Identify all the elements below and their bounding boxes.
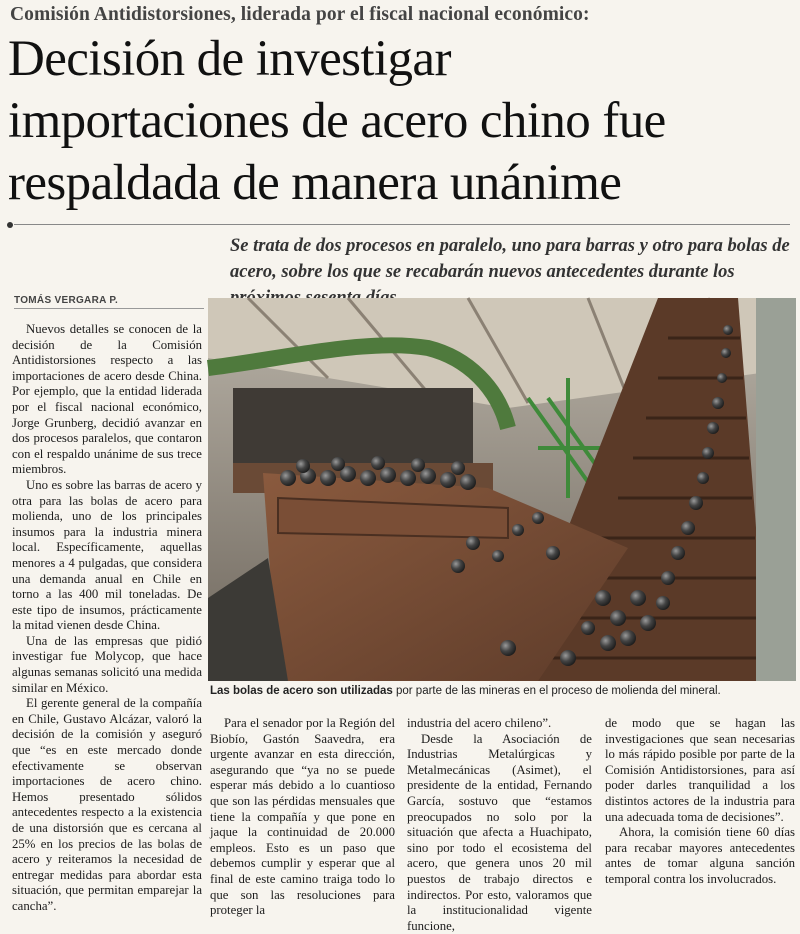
paragraph: Una de las empresas que pidió investigar fue Molycop, que hace algunas semanas solicitó una medida similar en México. xyxy=(12,633,202,695)
article-column-1 xyxy=(12,322,202,913)
lede: Se trata de dos procesos en paralelo, uno para barras y otro para bolas de acero, sobre los que se recabarán nuevos antecedentes durante los xyxy=(230,236,790,282)
paragraph: Uno es sobre las barras de acero y otra para las bolas de acero para molienda, uno de los principales insumos para la industria minera local. Específicamente, aquellas menores a 4 pulgadas, que considera una demanda anual en Chile en torno a las 400 mil toneladas. De este tipo de insumos, prácticamente la mitad vienen desde China. xyxy=(12,477,202,633)
article-photo xyxy=(208,298,796,681)
headline-line-3: respaldada de manera unánime xyxy=(8,155,622,211)
paragraph: El gerente general de la compañía en Chile, Gustavo Alcázar, valoró la decisión de la comisión y aseguró que “es en este mercado donde efectivamente se observan importaciones de acero chino. Hemos presentado sólidos antecedentes respecto a la existencia de una distorsión que es cercana al 25% en los precios de las bolas de acero y reiteramos la necesidad de entregar medidas para abordar esta situación, que permitan emparejar la cancha”. xyxy=(12,696,202,913)
paragraph: Ahora, la comisión tiene 60 días para recabar mayores antecedentes antes de tomar alguna sanción temporal contra los involucrados. xyxy=(605,825,795,886)
photo-caption xyxy=(210,684,796,698)
photo-caption-text: por parte de las mineras en el proceso de molienda del mineral. xyxy=(392,685,721,697)
byline: TOMÁS VERGARA P. xyxy=(14,295,204,309)
article-column-3 xyxy=(407,716,592,933)
paragraph: Nuevos detalles se conocen de la decisión de la Comisión Antidistorsiones respecto a las importaciones de acero desde China. Por ejemplo, que la entidad liderada por el fiscal nacional económico, Jorge Grunberg, decidió avanzar en dos procesos paralelos, que contaron con el respaldo unánime de sus trece miembros. xyxy=(12,322,202,477)
kicker: Comisión Antidistorsiones, liderada por el fiscal nacional económico: xyxy=(10,4,590,25)
article-column-4 xyxy=(605,716,795,908)
paragraph: Desde la Asociación de Industrias Metalúrgicas y Metalmecánicas (Asimet), el presidente de la entidad, Fernando García, sostuvo que “estamos preocupados no solo por la situación que afecta a Huachipato, sino por todo el ecosistema del acero, que genera unos 20 mil puestos de trabajo directos e indirectos. Por esto, valoramos que la institucionalidad vigente funcione, xyxy=(407,731,592,933)
paragraph: Para el senador por la Región del Biobío, Gastón Saavedra, era urgente avanzar en esta dirección, asegurando que “ya no se puede esperar más debido a lo cuantioso que son las pérdidas mensuales que tiene la compañía y que pone en jaque la continuidad de 20.000 empleos. Esto es un paso que debemos cumplir y esperar que al final de este camino traiga todo lo que son las resoluciones para proteger la xyxy=(210,716,395,918)
headline-line-1: Decisión de investigar xyxy=(8,31,451,87)
headline xyxy=(8,28,798,214)
photo-caption-bold: Las bolas de acero son utilizadas xyxy=(210,685,393,697)
headline-divider xyxy=(14,224,790,225)
steel-balls-factory-image xyxy=(208,298,796,681)
headline-line-2: importaciones de acero chino fue xyxy=(8,93,666,149)
article-column-2 xyxy=(210,716,395,918)
paragraph-continued: industria del acero chileno”. xyxy=(407,716,552,730)
paragraph-continued: de modo que se hagan las investigaciones que sean necesarias lo más rápido posible por parte de la Comisión Antidistorsiones, para así poder darles tranquilidad a los distintos actores de la industria para una adecuada toma de decisiones”. xyxy=(605,716,795,824)
bullet-dot xyxy=(7,222,13,228)
